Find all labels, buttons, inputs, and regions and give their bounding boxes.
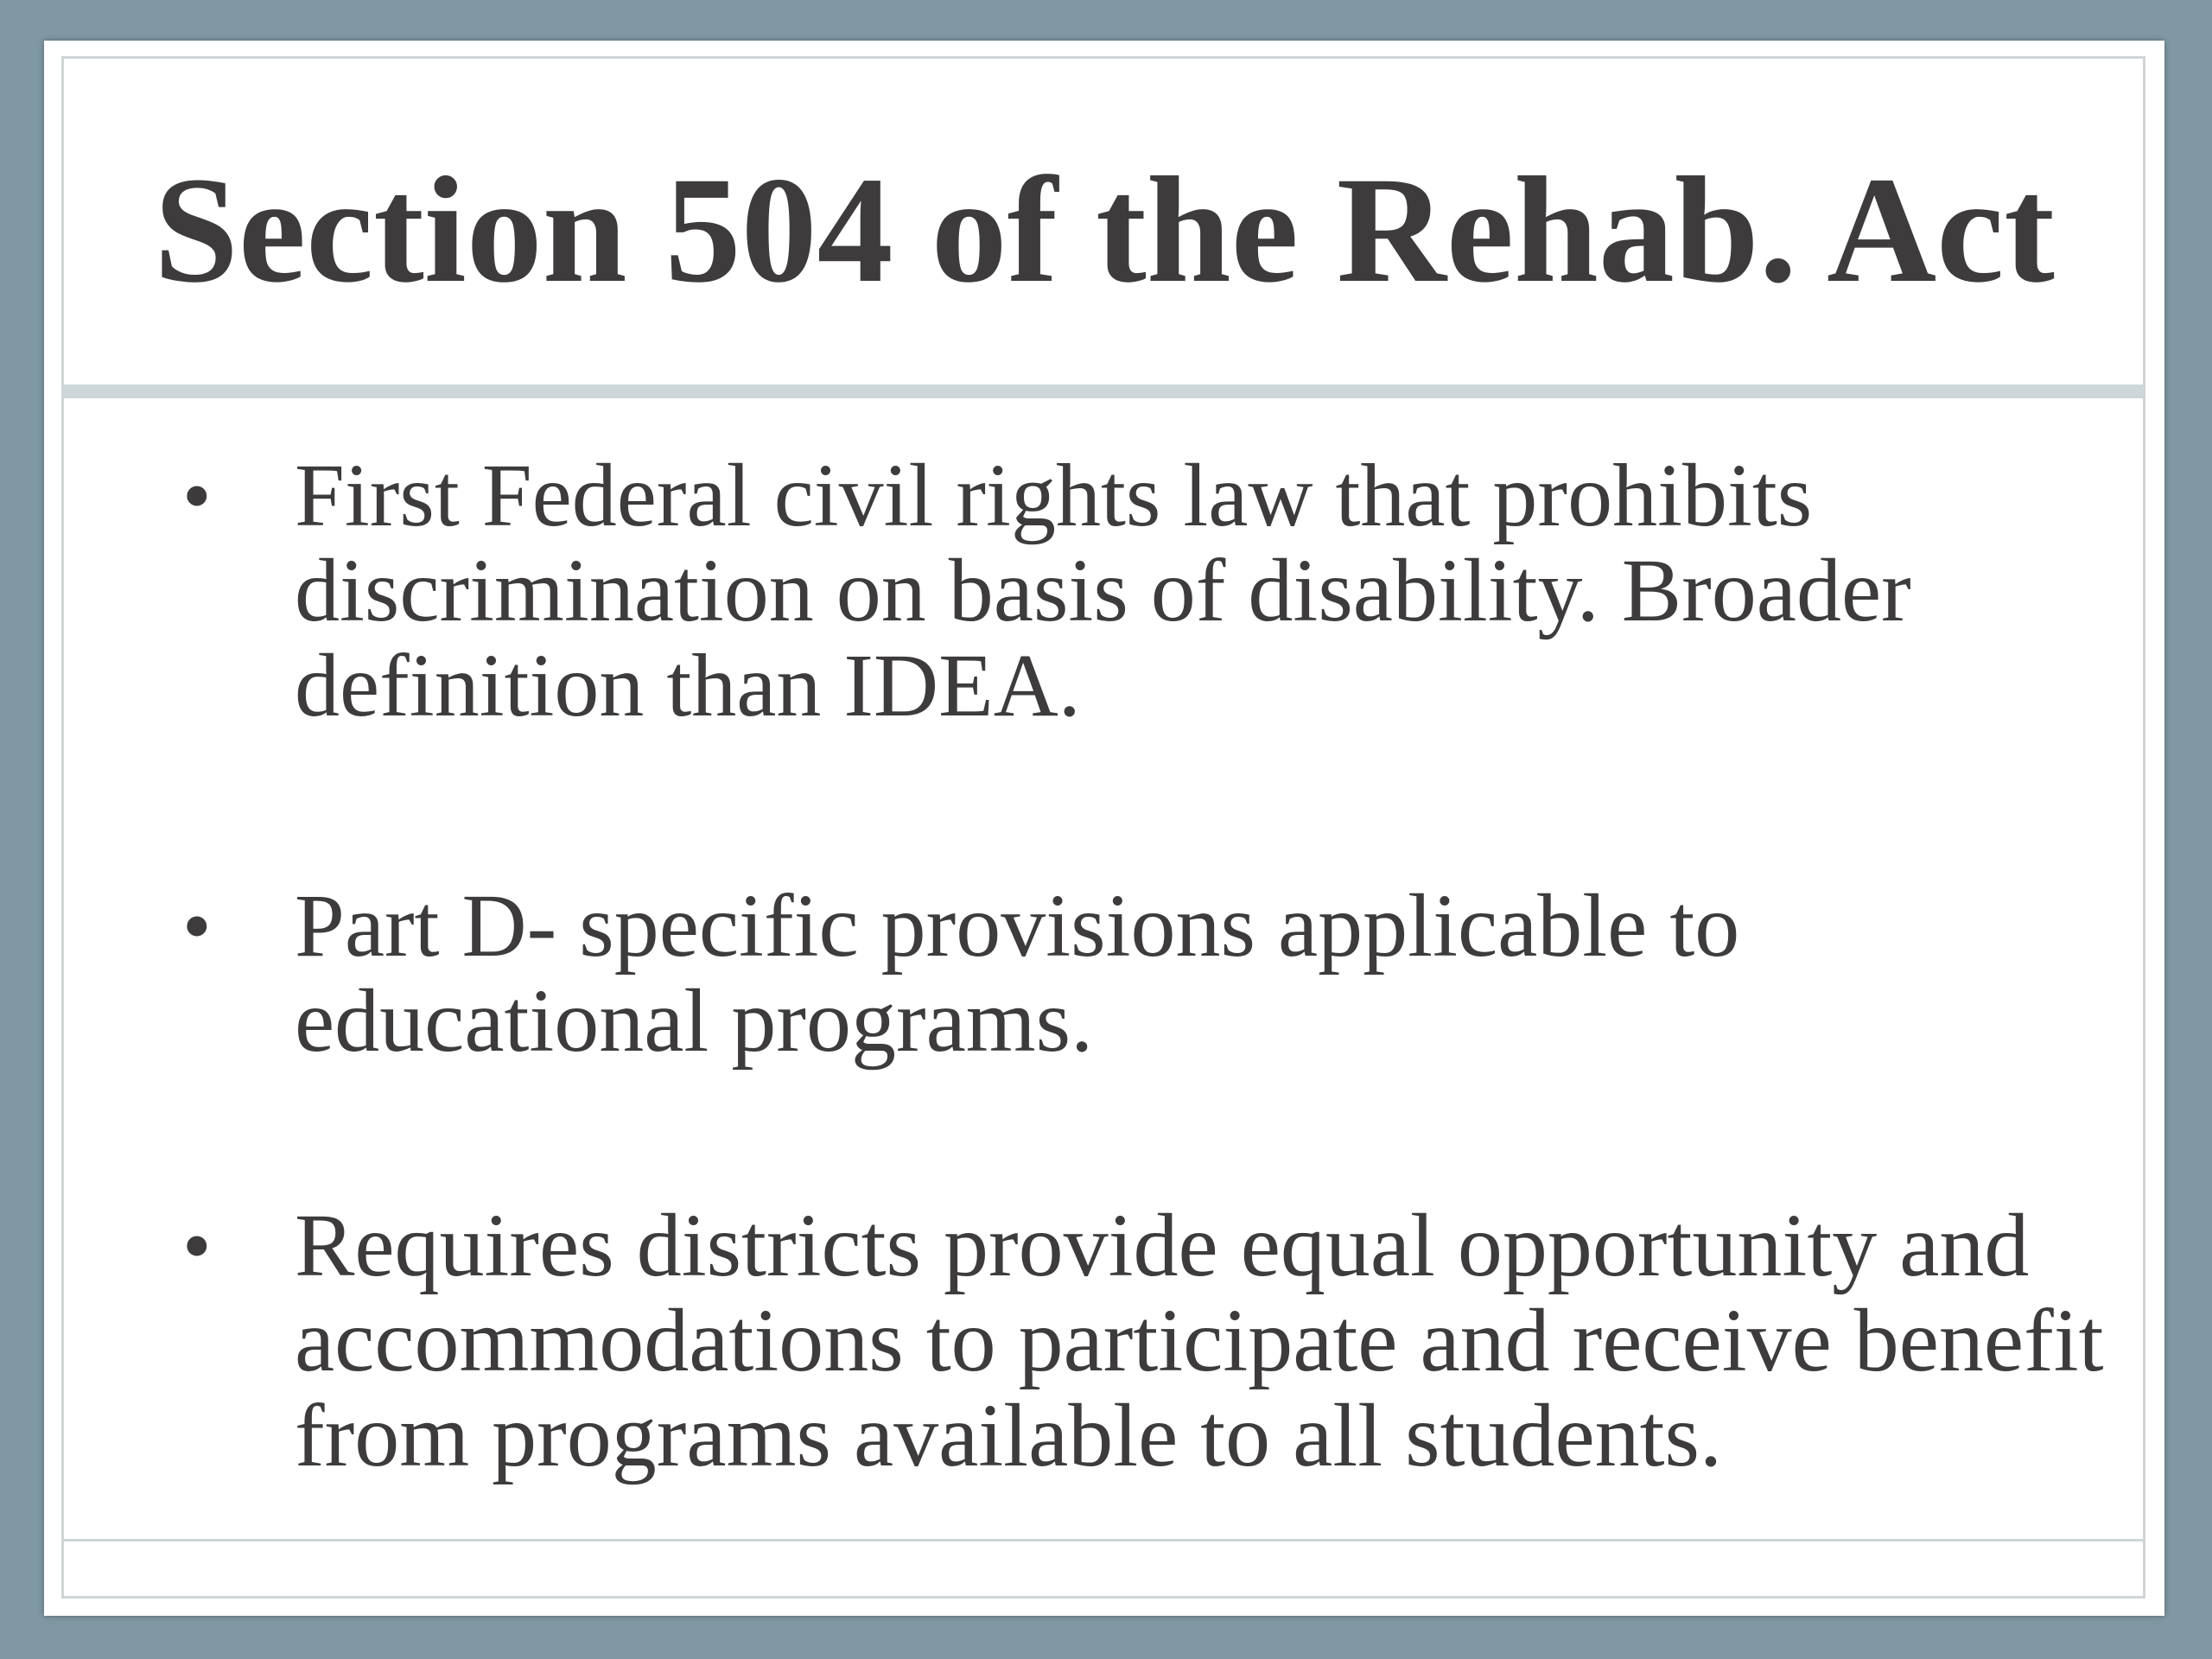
bullet-marker: •	[182, 449, 212, 542]
footer-divider	[63, 1539, 2144, 1541]
bullet-text: Requires districts provide equal opportunity and accommodations to participate and receive benefit from programs available to all students.	[295, 1196, 2104, 1485]
bullet-list	[44, 41, 2164, 1616]
bullet-text: First Federal civil rights law that prohibits discrimination on basis of disability. Broader definition than IDEA.	[295, 446, 1911, 735]
bullet-marker: •	[182, 1199, 212, 1292]
bullet-marker: •	[182, 880, 212, 972]
bullet-text: Part D- specific provisions applicable to educational programs.	[295, 876, 1740, 1071]
slide	[44, 41, 2164, 1616]
slide-title: Section 504 of the Rehab. Act	[154, 146, 2055, 315]
